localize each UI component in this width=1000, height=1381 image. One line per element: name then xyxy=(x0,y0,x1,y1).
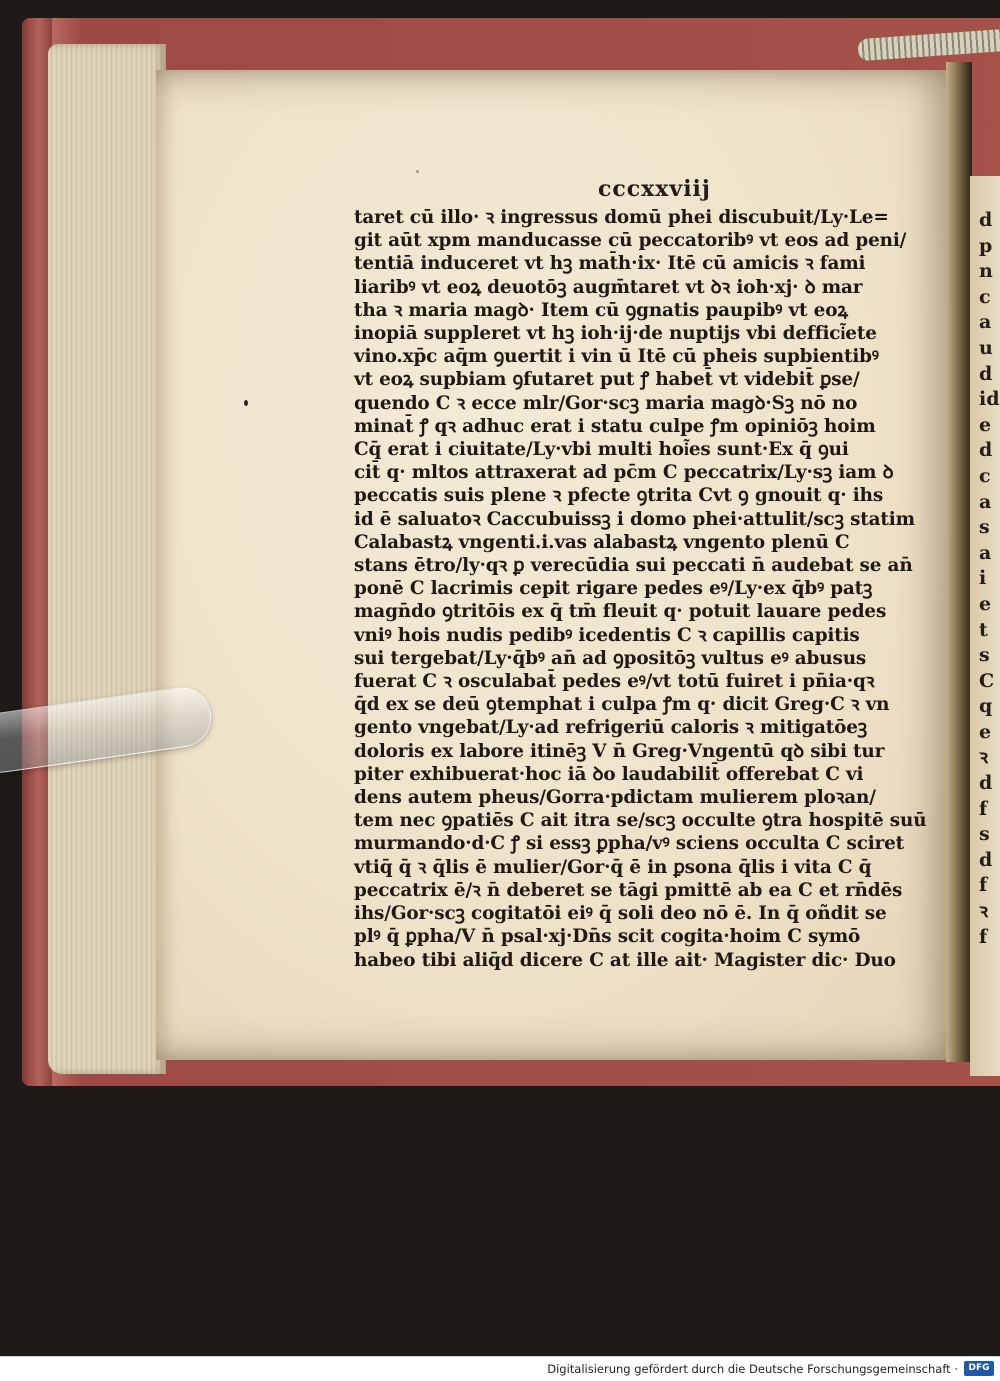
recto-fragment: i xyxy=(979,567,987,590)
recto-fragment: f xyxy=(979,797,988,820)
page-speck xyxy=(244,400,248,406)
text-line: quendo C ꝛ ecce mlr/Gor·scꝫ maria magꝺ·Sꝫ nō no xyxy=(354,392,858,414)
recto-fragment: d xyxy=(979,362,993,385)
text-line: git aūt xpm manducasse cū peccatoribꝰ vt eos ad peni/ xyxy=(354,230,907,252)
page-edges xyxy=(48,44,166,1074)
recto-fragment: a xyxy=(979,490,992,513)
text-line: dens autem pheus/Gorra·pdictam mulierem ploꝛan/ xyxy=(354,787,876,809)
recto-fragment: e xyxy=(979,592,992,615)
text-line: minat̄ ꝭ qꝛ adhuc erat i statu culpe ꝭm opiniōꝫ hoim xyxy=(354,415,876,437)
text-line: piter exhibuerat·hoc iā ꝺo laudabilit̄ offerebat C vi xyxy=(354,763,864,785)
text-line: plꝰ q̄ ꝑpha/V n̄ psal·xj·Dn̄s scit cogita·hoim C symō xyxy=(354,926,861,948)
recto-fragment: f xyxy=(979,874,988,897)
recto-fragment: d xyxy=(979,209,993,231)
recto-fragment: a xyxy=(979,541,992,564)
text-line: liaribꝰ vt eoꝝ deuotōꝫ augm̄taret vt ꝺꝛ ioh·xj· ꝺ mar xyxy=(354,276,863,298)
text-line: fuerat C ꝛ osculabat̄ pedes eꝰ/vt totū fuiret i pn̄ia·qꝛ xyxy=(354,671,875,693)
text-line: tem nec ꝯpatiēs C ait itra se/scꝫ occulte ꝯtra hospitē suū xyxy=(354,810,927,832)
text-line: cit̄ q· mltos attraxerat ad pc̄m C peccatrix/Ly·sꝫ iam ꝺ xyxy=(354,462,894,484)
text-line: inopiā suppleret vt hꝫ ioh·ij·de nuptijs vbi deffici͂ete xyxy=(354,323,877,345)
text-line: id ē saluatoꝛ Caccubuissꝫ i domo phei·attulit/scꝫ statim xyxy=(354,508,915,530)
recto-fragment: p xyxy=(979,234,993,257)
text-line: vniꝰ hois nudis pedibꝰ icedentis C ꝛ capillis capitis xyxy=(354,624,860,646)
recto-fragment: s xyxy=(979,644,990,667)
text-line: stans ētro/ly·qꝛ ꝑ verecūdia sui peccati n̄ audebat se an̄ xyxy=(354,555,913,577)
text-line: peccatis suis plene ꝛ pfecte ꝯtrita Cvt ꝯ gnouit q· ihs xyxy=(354,485,884,507)
recto-fragment: u xyxy=(979,336,993,359)
recto-fragment: q xyxy=(979,695,993,718)
recto-fragment: d xyxy=(979,439,993,462)
recto-fragment: e xyxy=(979,413,992,436)
text-line: vtiq̄ q̄ ꝛ q̄lis ē mulier/Gor·q̄ ē in ꝑsona q̄lis i vita C q̄ xyxy=(354,856,872,878)
recto-fragment: f xyxy=(979,925,988,948)
text-line: vino.xp̄c aq̄m ꝯuertit i vin ū Itē cū pheis supbientibꝰ xyxy=(354,346,879,368)
text-line: q̄d ex se deū ꝯtemphat i culpa ꝭm q· dicit Greg·C ꝛ vn xyxy=(354,694,890,716)
recto-fragment: ꝛ xyxy=(979,900,989,923)
recto-fragment: t xyxy=(979,618,988,641)
text-line: doloris ex labore itinēꝫ V n̄ Greg·Vngentū qꝺ sibi tur xyxy=(354,740,885,762)
recto-fragment: c xyxy=(979,285,991,308)
text-line: habeo tibi aliq̄d dicere C at ille ait· Magister dic· Duo xyxy=(354,949,896,971)
recto-fragment: s xyxy=(979,516,990,539)
text-line: tentiā induceret vt hꝫ mat̄h·ix· Itē cū amicis ꝛ fami xyxy=(354,253,866,275)
text-line: ihs/Gor·scꝫ cogitatōi eiꝰ q̄ soli deo nō ē. In q̄ oñdit se xyxy=(354,903,887,925)
recto-fragment: id xyxy=(979,388,1000,411)
text-line: sui tergebat/Ly·q̄bꝰ an̄ ad ꝯpositōꝫ vultus eꝰ abusus xyxy=(354,647,867,669)
recto-fragment: c xyxy=(979,464,991,487)
dfg-logo-icon: DFG xyxy=(964,1361,994,1376)
text-line: murmando·d·C ꝭ si essꝫ ꝑpha/vꝰ sciens occulta C sciret xyxy=(354,833,905,855)
footer-bar xyxy=(0,1356,1000,1381)
text-line: magn̄do ꝯtritōis ex q̄ tm̄ fleuit q· potuit lauare pedes xyxy=(354,601,887,623)
recto-text-fragments xyxy=(979,208,1000,950)
text-line: Calabastꝝ vngenti.i.vas alabastꝝ vngento plenū C xyxy=(354,531,850,553)
funding-credit: Digitalisierung gefördert durch die Deutsche Forschungsgemeinschaft · xyxy=(547,1362,958,1376)
recto-fragment: ꝛ xyxy=(979,746,989,769)
gutter-shadow xyxy=(946,62,972,1062)
body-text xyxy=(354,206,927,972)
text-line: tha ꝛ maria magꝺ· Item cū ꝯgnatis paupibꝰ vt eoꝝ xyxy=(354,299,848,321)
folio-number: cccxxviij xyxy=(598,176,711,202)
recto-fragment: e xyxy=(979,720,992,743)
text-line: ponē C lacrimis cepit rigare pedes eꝰ/Ly·ex q̄bꝰ patꝫ xyxy=(354,578,873,600)
recto-fragment: n xyxy=(979,260,993,283)
page-speck xyxy=(416,170,419,173)
recto-fragment: d xyxy=(979,772,993,795)
recto-fragment: d xyxy=(979,848,993,871)
text-line: Cq̄ erat i ciuitate/Ly·vbi multi hoi͂es sunt·Ex q̄ ꝯui xyxy=(354,439,849,461)
text-line: taret cū illo· ꝛ ingressus domū phei discubuit/Ly·Le= xyxy=(354,207,889,228)
recto-fragment: a xyxy=(979,311,992,334)
recto-fragment: s xyxy=(979,823,990,846)
text-line: peccatrix ē/ꝛ n̄ deberet se tāgi pmittē ab ea C et rn̄dēs xyxy=(354,879,903,901)
recto-fragment: C xyxy=(979,669,995,692)
text-line: gento vngebat/Ly·ad refrigeriū caloris ꝛ mitigatōeꝫ xyxy=(354,717,868,739)
text-line: vt eoꝝ supbiam ꝯfutaret put ꝭ habet̄ vt videbit̄ ꝑse/ xyxy=(354,369,860,391)
